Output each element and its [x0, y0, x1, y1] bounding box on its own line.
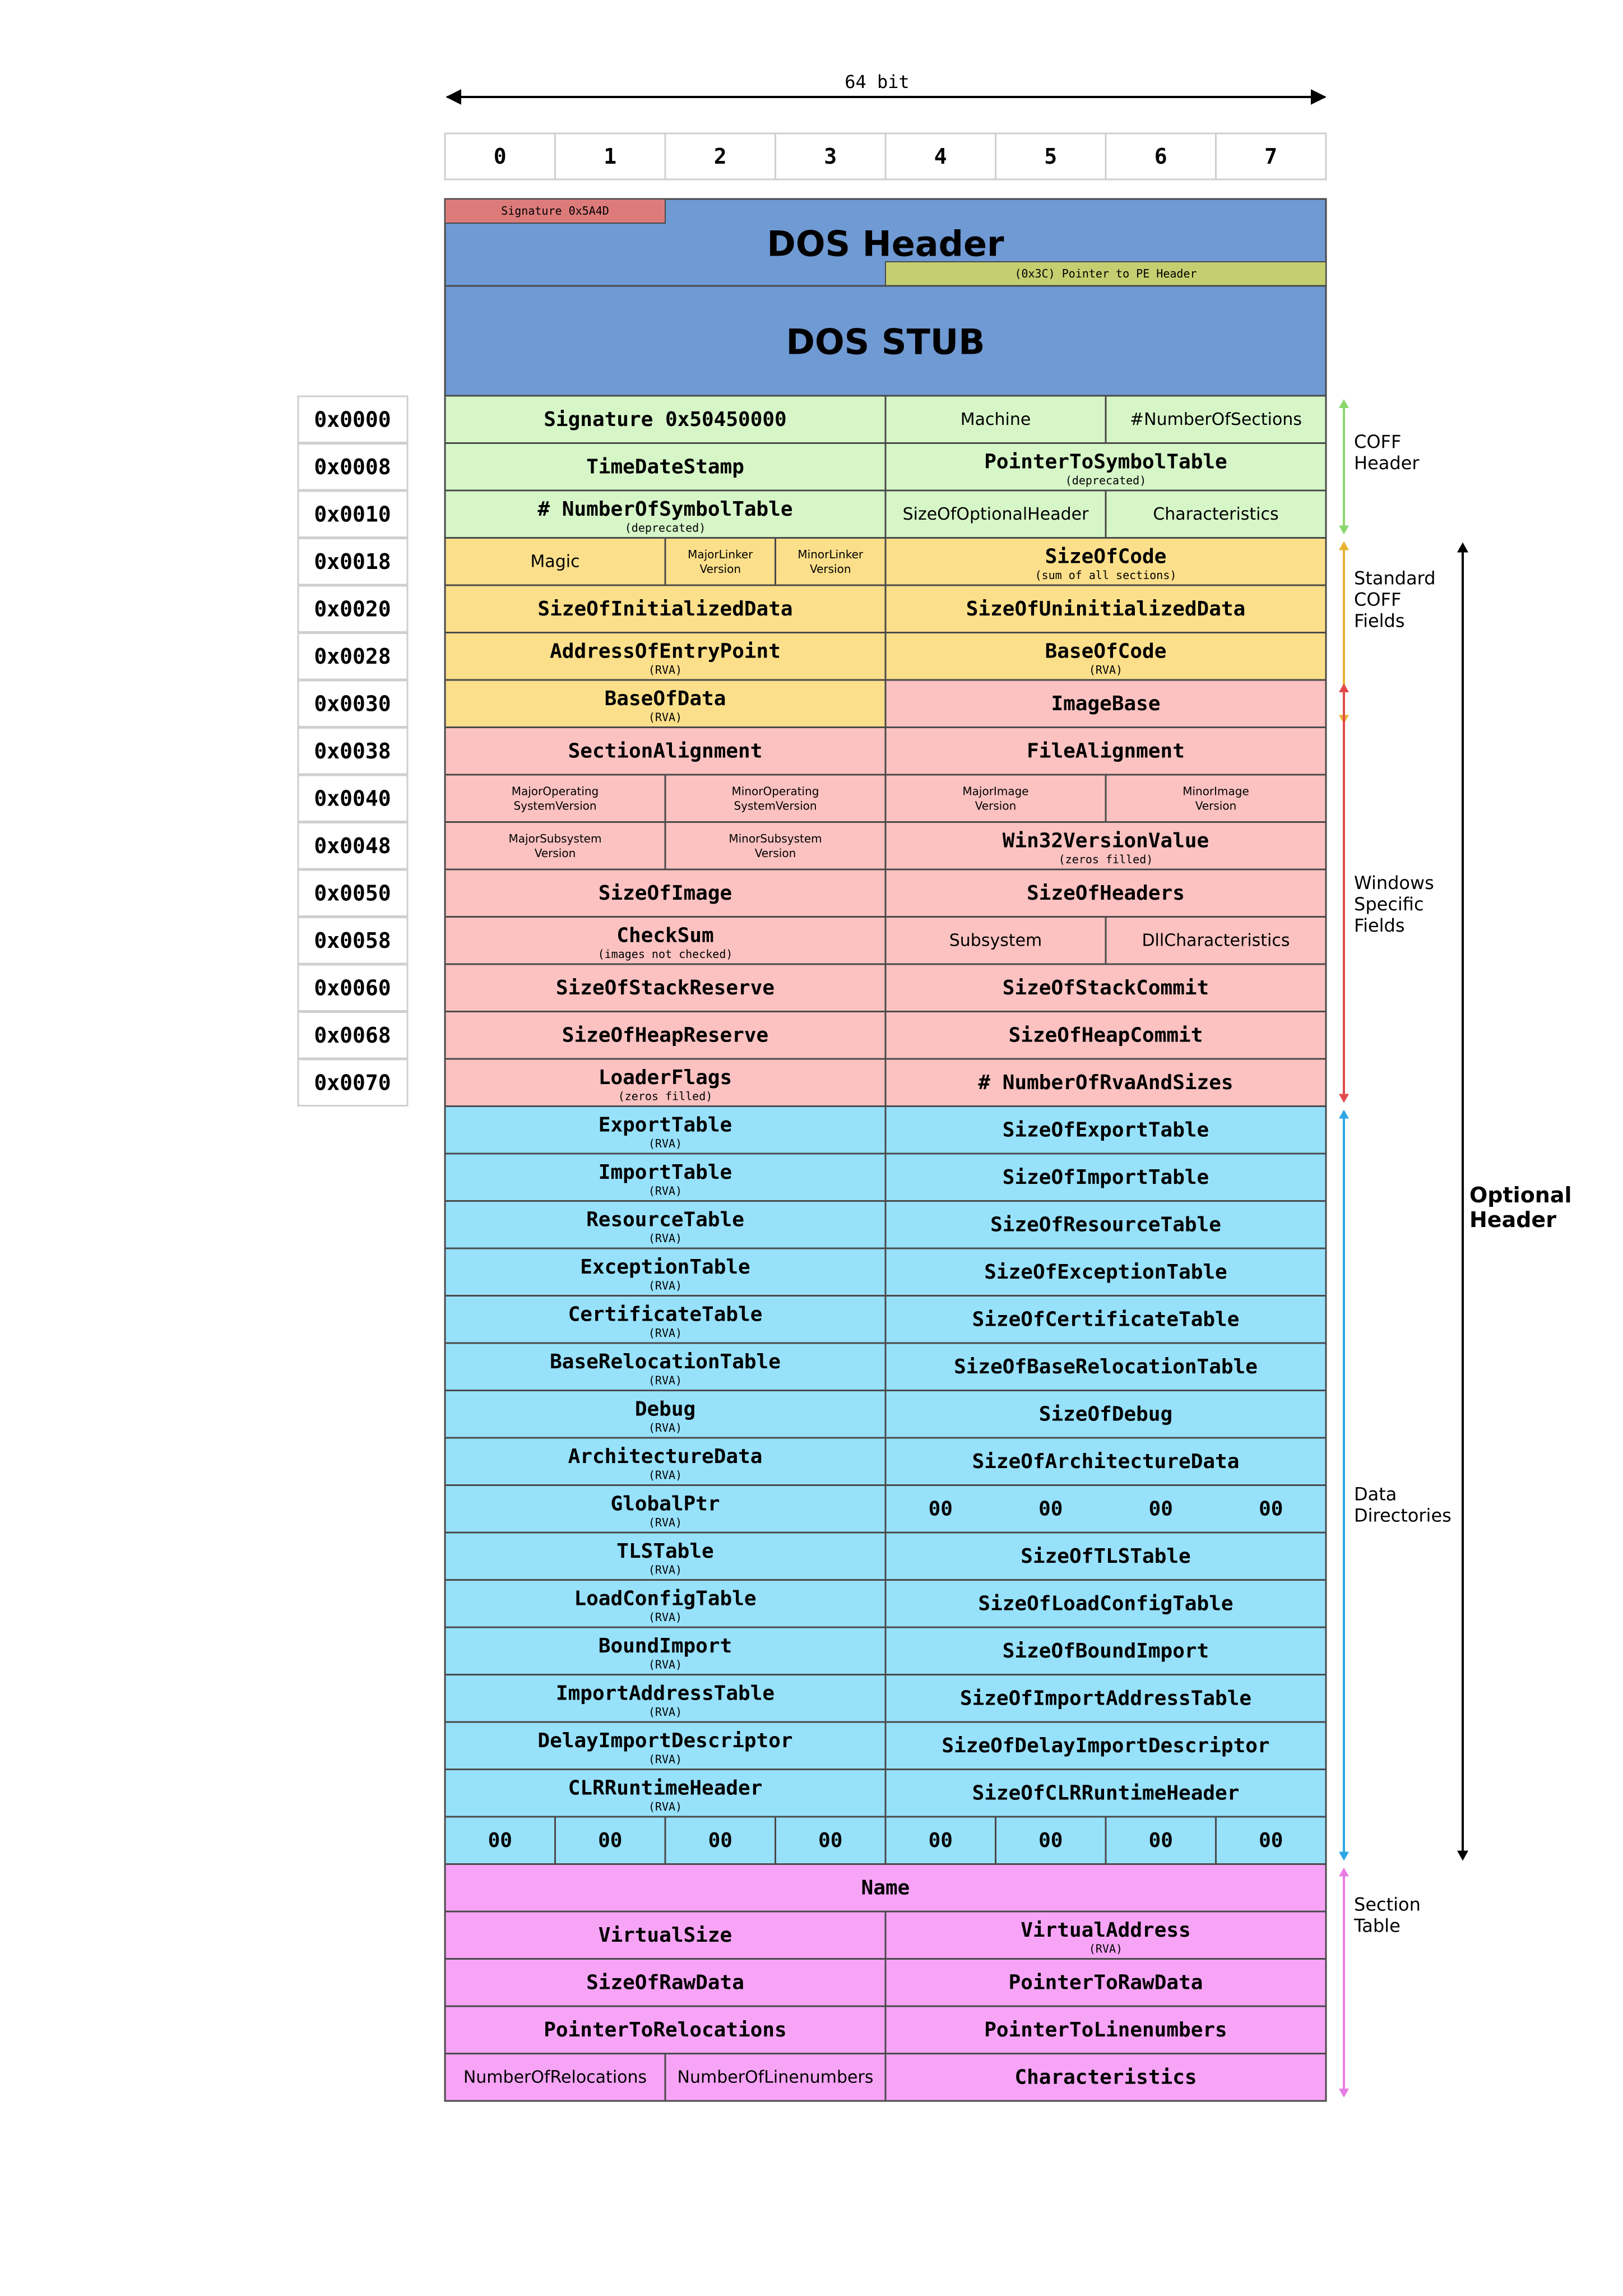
field-name: ResourceTable	[586, 1208, 744, 1232]
field-cell	[445, 822, 665, 870]
field-name: DllCharacteristics	[1142, 931, 1290, 951]
field-cell	[445, 1817, 555, 1864]
field-cell	[665, 2054, 885, 2101]
group-bracket-top	[1339, 541, 1349, 550]
field-cell	[445, 1012, 885, 1059]
field-name: MinorImage	[1183, 784, 1249, 798]
field-name: 00	[708, 1829, 732, 1852]
field-cell	[885, 1485, 996, 1533]
field-cell	[445, 1438, 885, 1485]
field-name-line2: Version	[754, 846, 796, 860]
byte-column-label: 7	[1264, 144, 1278, 169]
group-label: Standard	[1354, 567, 1436, 589]
optional-header-label: Optional	[1469, 1183, 1572, 1207]
field-name: SizeOfBaseRelocationTable	[954, 1355, 1258, 1378]
field-name: SizeOfTLSTable	[1021, 1544, 1191, 1568]
field-cell	[665, 775, 885, 822]
dos-header-title: DOS Header	[767, 223, 1004, 265]
field-cell	[885, 964, 1326, 1012]
field-name-line2: Version	[1195, 799, 1237, 813]
field-box	[445, 775, 665, 822]
field-cell	[445, 585, 885, 633]
field-name: LoaderFlags	[598, 1066, 732, 1089]
field-name: VirtualSize	[598, 1923, 732, 1947]
field-cell	[445, 1533, 885, 1580]
field-note: (images not checked)	[597, 947, 733, 961]
field-note: (RVA)	[648, 1610, 683, 1624]
field-cell	[445, 1485, 885, 1533]
field-name: MajorLinker	[688, 547, 753, 561]
field-cell	[885, 1343, 1326, 1391]
field-note: (sum of all sections)	[1035, 568, 1177, 582]
field-name: TLSTable	[616, 1539, 714, 1563]
field-cell	[885, 1107, 1326, 1154]
field-note: (RVA)	[648, 1373, 683, 1387]
field-cell	[445, 2006, 885, 2054]
field-name: BaseOfCode	[1045, 640, 1167, 663]
field-box	[665, 538, 776, 586]
field-cell	[885, 2006, 1326, 2054]
field-name: PointerToRawData	[1008, 1971, 1203, 1994]
field-cell	[445, 1722, 885, 1770]
field-cell	[445, 1391, 885, 1438]
field-name: NumberOfLinenumbers	[677, 2067, 874, 2087]
field-name: SizeOfExportTable	[1002, 1118, 1209, 1142]
field-note: (zeros filled)	[1058, 852, 1153, 866]
field-note: (RVA)	[648, 1799, 683, 1813]
field-note: (RVA)	[648, 1279, 683, 1293]
field-cell	[665, 1817, 776, 1864]
field-cell	[885, 1911, 1326, 1959]
field-name: SizeOfArchitectureData	[972, 1450, 1240, 1473]
field-name: FileAlignment	[1027, 739, 1185, 763]
offset-label: 0x0008	[314, 454, 391, 479]
field-note: (RVA)	[648, 1705, 683, 1719]
field-name: CertificateTable	[568, 1303, 763, 1326]
field-name: ExportTable	[598, 1113, 732, 1137]
field-name: ArchitectureData	[568, 1445, 763, 1468]
field-name: SizeOfExceptionTable	[984, 1260, 1227, 1284]
field-name: # NumberOfSymbolTable	[537, 497, 793, 521]
field-cell	[885, 2054, 1326, 2101]
field-name: Magic	[530, 552, 580, 572]
field-name: 00	[1148, 1497, 1173, 1521]
field-name: SizeOfRawData	[586, 1971, 744, 1994]
field-cell	[445, 1343, 885, 1391]
field-cell	[885, 585, 1326, 633]
field-cell	[885, 775, 1106, 822]
field-cell	[1106, 396, 1326, 443]
group-brackets	[1339, 399, 1572, 2098]
field-cell	[885, 1675, 1326, 1723]
field-cell	[885, 1959, 1326, 2007]
field-note: (RVA)	[648, 1136, 683, 1150]
offset-label: 0x0028	[314, 644, 391, 669]
offset-column	[298, 396, 407, 1106]
offset-label: 0x0010	[314, 502, 391, 527]
dos-section	[445, 199, 1326, 396]
field-name: SizeOfHeapReserve	[562, 1024, 769, 1047]
offset-label: 0x0000	[314, 407, 391, 432]
field-cell	[445, 869, 885, 917]
field-name: MajorImage	[962, 784, 1029, 798]
field-note: (zeros filled)	[618, 1089, 713, 1103]
field-name: TimeDateStamp	[586, 455, 744, 479]
field-cell	[885, 1817, 996, 1864]
field-name: BaseRelocationTable	[550, 1350, 781, 1373]
field-box	[776, 538, 886, 586]
group-label: Directories	[1354, 1505, 1452, 1526]
width-indicator	[447, 71, 1325, 97]
field-note: (RVA)	[648, 1468, 683, 1482]
field-cell	[445, 490, 885, 538]
field-name: SizeOfDelayImportDescriptor	[942, 1734, 1270, 1757]
field-name: BoundImport	[598, 1634, 732, 1658]
field-note: (RVA)	[648, 1420, 683, 1434]
field-name: 00	[1038, 1829, 1063, 1852]
field-cell	[885, 1296, 1326, 1344]
byte-column-label: 0	[493, 144, 507, 169]
group-label: COFF	[1354, 589, 1402, 610]
field-name: AddressOfEntryPoint	[550, 640, 781, 663]
offset-label: 0x0068	[314, 1022, 391, 1048]
field-cell	[885, 443, 1326, 491]
field-cell	[1106, 1485, 1216, 1533]
group-bracket-top	[1339, 1110, 1349, 1119]
field-name: PointerToRelocations	[544, 2018, 787, 2042]
field-cell	[885, 1154, 1326, 1201]
field-cell	[885, 1580, 1326, 1628]
field-name: 00	[928, 1497, 953, 1521]
field-note: (deprecated)	[624, 521, 706, 535]
field-note: (deprecated)	[1065, 473, 1147, 487]
field-cell	[885, 490, 1106, 538]
field-cell	[445, 775, 665, 822]
field-name: SizeOfInitializedData	[537, 597, 793, 621]
field-cell	[445, 1248, 885, 1296]
field-cell	[885, 1391, 1326, 1438]
field-cell	[1106, 490, 1326, 538]
pe-pointer-tag-label: (0x3C) Pointer to PE Header	[1014, 267, 1197, 280]
field-name: SizeOfDebug	[1038, 1402, 1173, 1426]
byte-column-label: 3	[824, 144, 837, 169]
field-cell	[1216, 1485, 1327, 1533]
field-name: Name	[861, 1876, 910, 1900]
group-label: COFF	[1354, 431, 1402, 452]
field-note: (RVA)	[1088, 663, 1123, 677]
field-cell	[445, 538, 665, 586]
field-cell	[885, 1059, 1326, 1107]
field-name: DelayImportDescriptor	[537, 1729, 793, 1752]
field-name: SizeOfCertificateTable	[972, 1308, 1240, 1331]
field-cell	[885, 869, 1326, 917]
field-cell	[445, 1675, 885, 1723]
group-bracket-bottom	[1339, 1094, 1349, 1103]
field-name: BaseOfData	[604, 687, 726, 710]
dos-stub-title: DOS STUB	[786, 321, 985, 363]
signature-tag-label: Signature 0x5A4D	[501, 204, 609, 217]
group-bracket-bottom	[1339, 2089, 1349, 2098]
field-name: Characteristics	[1014, 2066, 1197, 2089]
group-bracket-top	[1339, 1868, 1349, 1877]
offset-label: 0x0030	[314, 691, 391, 716]
field-cell	[445, 917, 885, 965]
field-cell	[445, 1059, 885, 1107]
field-cell	[885, 680, 1326, 728]
group-label: Specific	[1354, 894, 1424, 915]
group-bracket-top	[1339, 399, 1349, 408]
field-cell	[776, 538, 886, 586]
field-name: Machine	[960, 409, 1031, 429]
width-label: 64 bit	[845, 71, 910, 92]
field-name: Win32VersionValue	[1002, 829, 1209, 853]
field-name: 00	[1259, 1829, 1283, 1852]
field-name: Subsystem	[949, 931, 1042, 951]
field-cell	[996, 1485, 1106, 1533]
field-name: SizeOfLoadConfigTable	[978, 1592, 1234, 1615]
field-cell	[445, 680, 885, 728]
field-name: Signature 0x50450000	[544, 408, 787, 431]
field-name: SizeOfImage	[598, 881, 732, 905]
field-name-line2: Version	[699, 562, 741, 576]
group-label: Fields	[1354, 610, 1405, 632]
field-name: SizeOfResourceTable	[990, 1213, 1221, 1237]
field-cell	[885, 1012, 1326, 1059]
field-name: SizeOfHeaders	[1027, 881, 1185, 905]
field-cell	[996, 1817, 1106, 1864]
field-note: (RVA)	[648, 1326, 683, 1340]
group-bracket-top	[1339, 683, 1349, 692]
field-note: (RVA)	[648, 1231, 683, 1245]
field-box	[665, 822, 885, 870]
field-name: 00	[598, 1829, 623, 1852]
group-label: Fields	[1354, 915, 1405, 936]
field-cell	[445, 1864, 1326, 1912]
offset-label: 0x0070	[314, 1070, 391, 1095]
field-name: SizeOfImportTable	[1002, 1165, 1209, 1189]
field-name: 00	[818, 1829, 843, 1852]
field-cell	[445, 443, 885, 491]
field-name: Characteristics	[1153, 504, 1279, 524]
field-cell	[555, 1817, 666, 1864]
offset-label: 0x0058	[314, 928, 391, 953]
offset-label: 0x0020	[314, 596, 391, 622]
byte-column-label: 1	[604, 144, 617, 169]
field-cell	[665, 538, 776, 586]
field-note: (RVA)	[648, 1563, 683, 1577]
field-note: (RVA)	[648, 663, 683, 677]
field-note: (RVA)	[648, 710, 683, 724]
field-name: CLRRuntimeHeader	[568, 1776, 763, 1800]
field-box	[1106, 775, 1326, 822]
offset-label: 0x0040	[314, 786, 391, 811]
field-name: SizeOfUninitializedData	[966, 597, 1246, 621]
field-note: (RVA)	[648, 1184, 683, 1198]
field-name: SizeOfImportAddressTable	[959, 1687, 1252, 1710]
group-label: Windows	[1354, 872, 1434, 894]
offset-label: 0x0048	[314, 833, 391, 858]
field-name: ExceptionTable	[580, 1255, 750, 1279]
field-cell	[1106, 1817, 1216, 1864]
field-name: MinorLinker	[797, 547, 864, 561]
field-cell	[445, 1911, 885, 1959]
field-cell	[445, 1959, 885, 2007]
field-cell	[885, 917, 1106, 965]
field-name: 00	[488, 1829, 512, 1852]
field-name-line2: Version	[534, 846, 576, 860]
field-name: ImageBase	[1051, 692, 1161, 715]
field-name: MajorSubsystem	[508, 831, 602, 845]
field-cell	[445, 1580, 885, 1628]
field-note: (RVA)	[648, 1658, 683, 1672]
group-label: Table	[1354, 1915, 1401, 1937]
field-name-line2: SystemVersion	[513, 799, 597, 813]
field-cell	[1106, 775, 1326, 822]
field-cell	[885, 822, 1326, 870]
field-name: VirtualAddress	[1021, 1918, 1191, 1942]
field-name: GlobalPtr	[610, 1492, 720, 1516]
field-cell	[445, 1296, 885, 1344]
offset-label: 0x0060	[314, 975, 391, 1001]
group-label: Header	[1354, 452, 1420, 474]
field-box	[665, 775, 885, 822]
offset-label: 0x0050	[314, 881, 391, 906]
field-cell	[445, 1770, 885, 1817]
group-label: Data	[1354, 1483, 1397, 1505]
field-cell	[445, 396, 885, 443]
field-cell	[885, 1722, 1326, 1770]
field-name: PointerToSymbolTable	[984, 450, 1227, 474]
field-name: NumberOfRelocations	[463, 2067, 647, 2087]
field-cell	[665, 822, 885, 870]
field-name: # NumberOfRvaAndSizes	[978, 1071, 1234, 1094]
byte-column-label: 5	[1044, 144, 1058, 169]
byte-column-label: 2	[713, 144, 727, 169]
offset-label: 0x0018	[314, 549, 391, 574]
header-fields	[445, 396, 1326, 2101]
field-name: SizeOfHeapCommit	[1008, 1024, 1203, 1047]
field-name-line2: Version	[975, 799, 1017, 813]
field-name-line2: Version	[809, 562, 851, 576]
field-cell	[1106, 917, 1326, 965]
field-cell	[445, 2054, 665, 2101]
field-name: PointerToLinenumbers	[984, 2018, 1227, 2042]
field-name: 00	[1259, 1497, 1283, 1521]
field-cell	[1216, 1817, 1327, 1864]
field-cell	[885, 396, 1106, 443]
field-cell	[885, 1201, 1326, 1249]
group-bracket-bottom	[1339, 1852, 1349, 1861]
field-cell	[885, 728, 1326, 775]
field-cell	[885, 1627, 1326, 1675]
field-name: MinorSubsystem	[729, 831, 822, 845]
field-name: ImportTable	[598, 1160, 732, 1184]
group-label: Section	[1354, 1894, 1421, 1915]
field-name: LoadConfigTable	[574, 1587, 757, 1610]
field-cell	[445, 1201, 885, 1249]
field-name: 00	[1038, 1497, 1063, 1521]
field-name: SizeOfCLRRuntimeHeader	[972, 1781, 1240, 1805]
field-name: ImportAddressTable	[555, 1682, 775, 1705]
field-name: SizeOfOptionalHeader	[902, 504, 1089, 524]
field-note: (RVA)	[1088, 1942, 1123, 1956]
field-box	[445, 822, 665, 870]
optional-header-bracket-top	[1457, 543, 1468, 553]
field-name: 00	[928, 1829, 953, 1852]
field-cell	[885, 1533, 1326, 1580]
field-cell	[445, 1627, 885, 1675]
field-cell	[445, 964, 885, 1012]
field-cell	[445, 1154, 885, 1201]
field-name: SizeOfCode	[1045, 545, 1167, 568]
field-cell	[776, 1817, 886, 1864]
optional-header-bracket-bottom	[1457, 1851, 1468, 1861]
byte-column-header	[445, 133, 1326, 179]
field-name: CheckSum	[616, 924, 714, 947]
field-cell	[885, 1770, 1326, 1817]
field-cell	[445, 1107, 885, 1154]
field-cell	[445, 633, 885, 681]
field-note: (RVA)	[648, 1752, 683, 1766]
byte-column-label: 4	[934, 144, 947, 169]
offset-label: 0x0038	[314, 738, 391, 763]
field-name: Debug	[634, 1397, 696, 1421]
optional-header-label: Header	[1469, 1207, 1556, 1232]
field-cell	[885, 1438, 1326, 1485]
byte-column-label: 6	[1154, 144, 1167, 169]
field-name: #NumberOfSections	[1130, 409, 1302, 429]
field-name-line2: SystemVersion	[734, 799, 817, 813]
field-name: SectionAlignment	[568, 739, 763, 763]
group-bracket-bottom	[1339, 526, 1349, 535]
field-cell	[885, 538, 1326, 586]
field-cell	[885, 1248, 1326, 1296]
field-cell	[885, 633, 1326, 681]
field-name: MajorOperating	[511, 784, 599, 798]
field-name: MinorOperating	[731, 784, 819, 798]
field-cell	[445, 728, 885, 775]
field-name: SizeOfBoundImport	[1002, 1639, 1209, 1663]
field-name: SizeOfStackReserve	[555, 976, 775, 999]
field-name: SizeOfStackCommit	[1002, 976, 1209, 999]
field-name: 00	[1148, 1829, 1173, 1852]
field-box	[885, 775, 1106, 822]
field-note: (RVA)	[648, 1515, 683, 1529]
